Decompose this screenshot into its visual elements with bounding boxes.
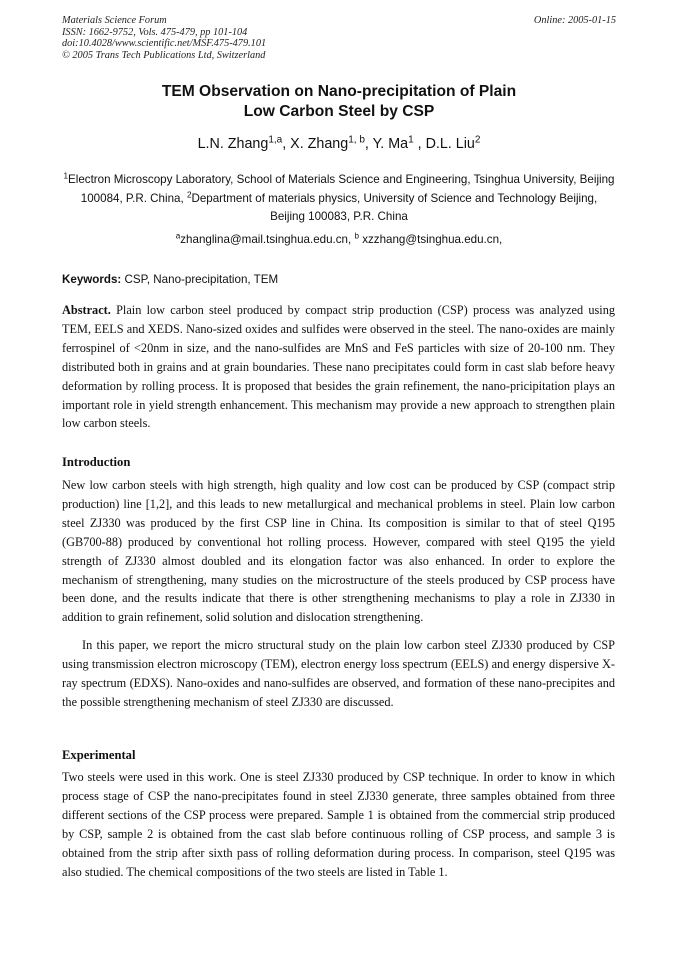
issn-line: ISSN: 1662-9752, Vols. 475-479, pp 101-104 [62, 26, 248, 38]
affiliations [62, 171, 616, 227]
email-line [62, 232, 616, 248]
author-name: X. Zhang [290, 136, 349, 152]
author-sup: 1,a [268, 134, 283, 146]
email-b[interactable]: xzzhang@tsinghua.edu.cn, [362, 233, 503, 246]
author-sup: 2 [474, 134, 481, 146]
journal-name: Materials Science Forum [62, 15, 167, 26]
email-a[interactable]: zhanglina@mail.tsinghua.edu.cn, [180, 233, 352, 246]
doi-line[interactable]: doi:10.4028/www.scientific.net/MSF.475-479.101 [62, 38, 267, 50]
title-line-2: Low Carbon Steel by CSP [243, 103, 435, 120]
copyright-line: © 2005 Trans Tech Publications Ltd, Switzerland [62, 49, 266, 61]
paper-title [62, 82, 616, 122]
keywords [62, 272, 616, 288]
affiliation-1: Electron Microscopy Laboratory, School of Materials Science and Engineering, Tsinghua University, Beijing 100084, P.R. China, [68, 173, 615, 205]
author-sup: 1 [408, 134, 414, 146]
email-sup: a [175, 231, 181, 241]
affiliation-sup: 1 [63, 171, 69, 181]
author-name: Y. Ma [372, 136, 409, 152]
introduction-paragraph-1: New low carbon steels with high strength, high quality and low cost can be produced by CSP (compact strip production) line [1,2], and this leads to new metallurgical and mechanical problems in steel. Plain low carbon steel ZJ330 was produced by the first CSP line in China. Its composition is similar to that of steel Q195 (GB700-88) produced by conventional hot rolling process. However, compared with steel Q195 the yield strength of ZJ330 almost doubled and its elongation factor was also enhanced. In order to explore the mechanism of strengthening, many studies on the microstructure of the steels produced by CSP process have been done, and the results indicate that there is other strengthening mechanisms to play a role in ZJ330 in addition to grain refinement, solid solution and dislocation strengthening. [62, 478, 615, 625]
abstract [62, 301, 615, 433]
journal-header [62, 15, 616, 61]
introduction-heading: Introduction [62, 455, 131, 469]
author-list: L.N. Zhang$^{1,a}$, X. Zhang$^{1, b}$, Y. Ma$^1$ , D.L. Liu$^2$ [197, 134, 481, 152]
email-sup: b [354, 231, 359, 241]
online-date: Online: 2005-01-15 [533, 15, 616, 26]
title-line-1: TEM Observation on Nano-precipitation of Plain [161, 83, 517, 100]
experimental-paragraph-1: Two steels were used in this work. One is steel ZJ330 produced by CSP technique. In order to know in which process stage of CSP the nano-precipitates found in steel ZJ330 generate, three samples obtained from three different sections of the CSP process were prepared. Sample 1 is obtained from the commercial strip produced by CSP, sample 2 is obtained from the cast slab before continuous rolling of CSP process, and sample 3 is obtained from the strip after sixth pass of rolling deformation during process. In comparison, steel Q195 was also studied. The chemical compositions of the two steels are listed in Table 1. [62, 770, 615, 879]
introduction-paragraph-2: In this paper, we report the micro structural study on the plain low carbon steel ZJ330 produced by CSP using transmission electron microscopy (TEM), electron energy loss spectrum (EELS) and energy dispersive X-ray spectrum (EDXS). Nano-oxides and nano-sulfides are observed, and formation of these nano-precipites and the possible strengthening mechanism of steel ZJ330 are discussed. [62, 638, 615, 709]
keywords-label: Keywords: [62, 273, 122, 286]
keywords-text: CSP, Nano-precipitation, TEM [124, 273, 279, 286]
author-name: L.N. Zhang [197, 136, 269, 152]
affiliation-sup: 2 [186, 190, 192, 200]
experimental-heading: Experimental [62, 748, 136, 762]
author-name: D.L. Liu [425, 136, 475, 152]
affiliation-2: Department of materials physics, University of Science and Technology Beijing, Beijing 100083, P.R. China [191, 191, 598, 224]
author-sup: 1, b [348, 134, 365, 146]
abstract-label: Abstract. [62, 303, 111, 317]
abstract-text: Plain low carbon steel produced by compact strip production (CSP) process was analyzed using TEM, EELS and XEDS. Nano-sized oxides and sulfides were observed in the steel. The nano-oxides are mainly ferrospinel of <20nm in size, and the nano-sulfides are MnS and FeS particles with size of 20-100 nm. They distributed both in grains and at grain boundaries. These nano precipitates could form in cast slab before heavy deformation by rolling process. It is proposed that besides the grain refinement, the nano-pricipitation plays an important role in yield strength enhancement. This mechanism may provide a new approach to strengthen plain low carbon steels. [62, 303, 615, 431]
